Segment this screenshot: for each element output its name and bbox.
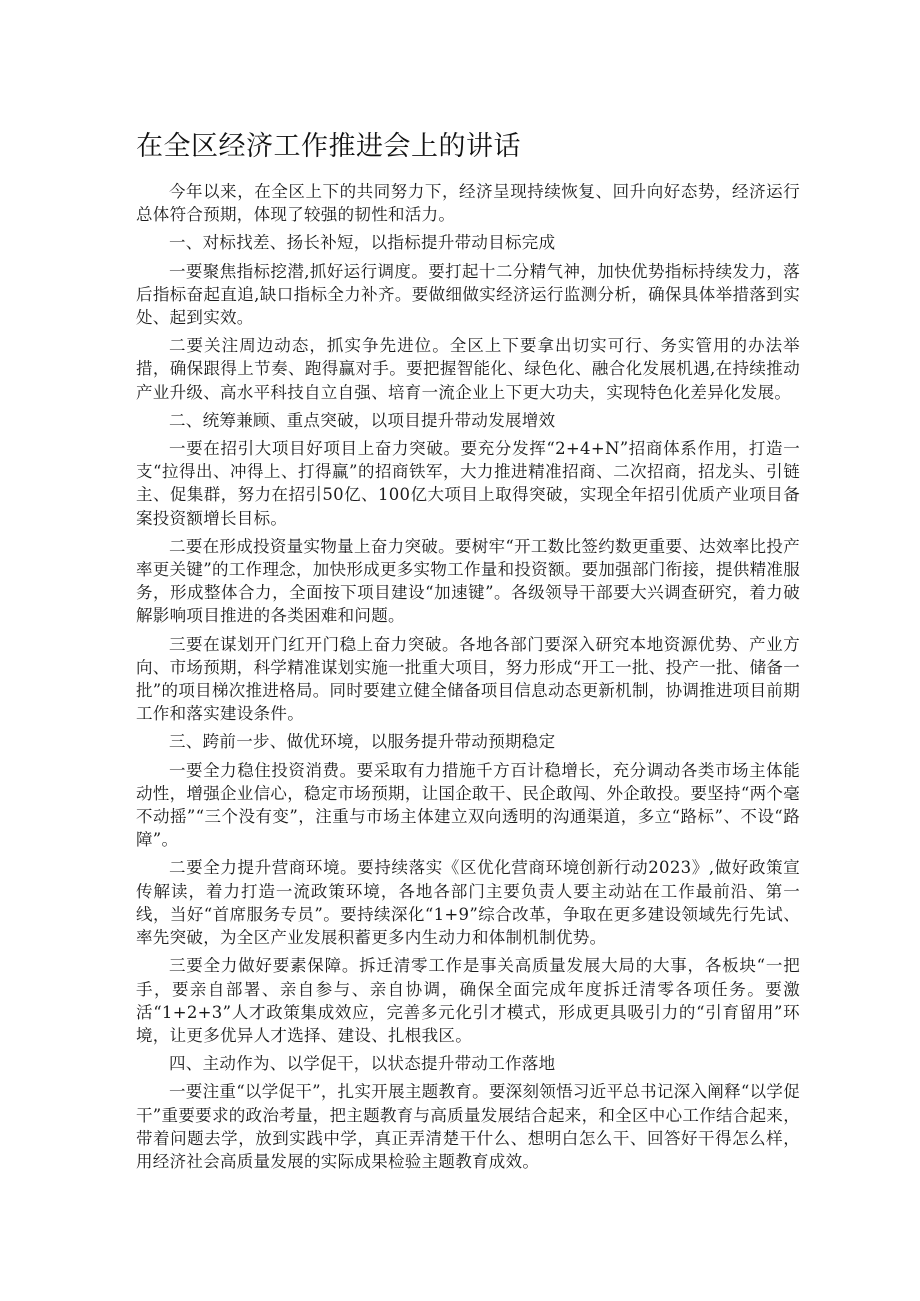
- document-page: [136, 128, 800, 1178]
- section-2-paragraph-3: 三要在谋划开门红开门稳上奋力突破。各地各部门要深入研究本地资源优势、产业方向、市场预期，科学精准谋划实施一批重大项目，努力形成“开工一批、投产一批、储备一批”的项目梯次推进格局。同时要建立健全储备项目信息动态更新机制，协调推进项目前期工作和落实建设条件。: [136, 634, 800, 724]
- section-3-paragraph-1: 一要全力稳住投资消费。要采取有力措施千方百计稳增长，充分调动各类市场主体能动性，增强企业信心，稳定市场预期，让国企敢干、民企敢闯、外企敢投。要坚持“两个毫不动摇”“三个没有变”，注重与市场主体建立双向透明的沟通渠道，多立“路标”、不设“路障”。: [136, 760, 800, 850]
- section-3-heading: 三、跨前一步、做优环境，以服务提升带动预期稳定: [169, 732, 556, 752]
- section-3-paragraph-3: 三要全力做好要素保障。拆迁清零工作是事关高质量发展大局的大事，各板块“一把手，要亲自部署、亲自参与、亲自协调，确保全面完成年度拆迁清零各项任务。要激活“1+2+3”人才政策集成效应，完善多元化引才模式，形成更具吸引力的“引育留用”环境，让更多优异人才选择、建设、扎根我区。: [136, 956, 800, 1045]
- document-title: 在全区经济工作推进会上的讲话: [136, 131, 521, 162]
- section-1-paragraph-1: 一要聚焦指标挖潜,抓好运行调度。要打起十二分精气神，加快优势指标持续发力，落后指标奋起直追,缺口指标全力补齐。要做细做实经济运行监测分析，确保具体举措落到实处、起到实效。: [136, 261, 800, 328]
- section-2-paragraph-1: 一要在招引大项目好项目上奋力突破。要充分发挥“2+4+N”招商体系作用，打造一支“拉得出、冲得上、打得赢”的招商铁军，大力推进精准招商、二次招商，招龙头、引链主、促集群，努力在招引50亿、100亿大项目上取得突破，实现全年招引优质产业项目备案投资额增长目标。: [136, 439, 800, 528]
- section-1-paragraph-2: 二要关注周边动态，抓实争先进位。全区上下要拿出切实可行、务实管用的办法举措，确保跟得上节奏、跑得赢对手。要把握智能化、绿色化、融合化发展机遇,在持续推动产业升级、高水平科技自立自强、培育一流企业上下更大功夫，实现特色化差异化发展。: [136, 336, 800, 402]
- section-3-paragraph-2: 二要全力提升营商环境。要持续落实《区优化营商环境创新行动2023》,做好政策宣传解读，着力打造一流政策环境，各地各部门主要负责人要主动站在工作最前沿、第一线，当好“首席服务专员”。要持续深化“1+9”综合改革，争取在更多建设领域先行先试、率先突破，为全区产业发展积蓄更多内生动力和体制机制优势。: [136, 858, 800, 948]
- section-1-heading: 一、对标找差、扬长补短，以指标提升带动目标完成: [169, 233, 556, 253]
- section-4-paragraph-1: 一要注重“以学促干”，扎实开展主题教育。要深刻领悟习近平总书记深入阐释“以学促干”重要要求的政治考量，把主题教育与高质量发展结合起来，和全区中心工作结合起来，带着问题去学，放到实践中学，真正弄清楚干什么、想明白怎么干、回答好干得怎么样，用经济社会高质量发展的实际成果检验主题教育成效。: [136, 1082, 801, 1171]
- section-2-heading: 二、统筹兼顾、重点突破，以项目提升带动发展增效: [169, 410, 556, 430]
- intro-paragraph: 今年以来，在全区上下的共同努力下，经济呈现持续恢复、回升向好态势，经济运行总体符合预期，体现了较强的韧性和活力。: [136, 182, 800, 225]
- section-2-paragraph-2: 二要在形成投资量实物量上奋力突破。要树牢“开工数比签约数更重要、达效率比投产率更关键”的工作理念，加快形成更多实物工作量和投资额。要加强部门衔接，提供精准服务，形成整体合力，全面按下项目建设“加速键”。各级领导干部要大兴调查研究，着力破解影响项目推进的各类困难和问题。: [136, 536, 800, 626]
- section-4-heading: 四、主动作为、以学促干，以状态提升带动工作落地: [169, 1054, 556, 1074]
